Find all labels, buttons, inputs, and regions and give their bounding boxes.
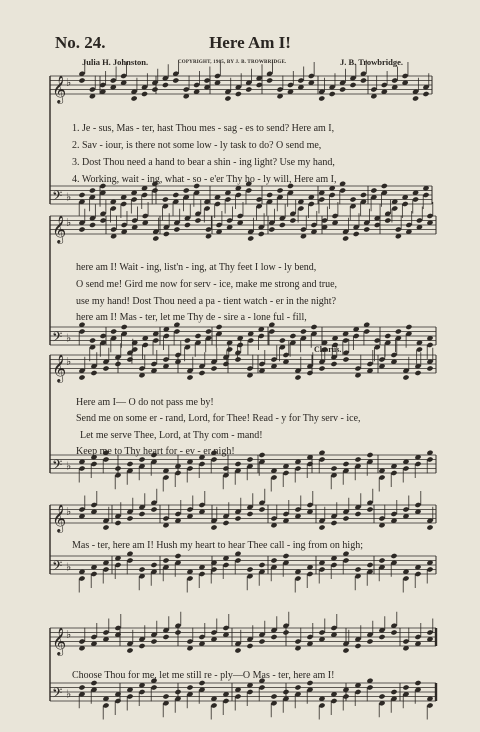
- note-head: [370, 187, 377, 193]
- note-head: [235, 91, 242, 97]
- lyric-line: Choose Thou for me, let me still re - ply—O Mas - ter, here am I!: [72, 670, 335, 681]
- bass-clef: 𝄢: [52, 188, 63, 207]
- note-head: [126, 461, 133, 467]
- flat-sign: ♭: [66, 687, 72, 701]
- note-head: [289, 333, 296, 339]
- note-head: [266, 192, 273, 198]
- note-head: [342, 356, 349, 362]
- note-head: [282, 629, 289, 635]
- note-head: [186, 374, 193, 380]
- note-head: [138, 643, 145, 649]
- treble-clef: 𝄞: [52, 627, 67, 655]
- note-head: [279, 337, 286, 343]
- lyric-line: use my hand! Dost Thou need a pa - tient watch - er in the night?: [76, 296, 337, 307]
- flat-sign: ♭: [66, 75, 72, 89]
- note-head: [354, 456, 361, 462]
- note-head: [339, 86, 346, 92]
- note-head: [310, 324, 317, 330]
- note-head: [306, 370, 313, 376]
- note-head: [89, 337, 96, 343]
- note-head: [222, 465, 229, 471]
- note-head: [89, 187, 96, 193]
- note-head: [183, 187, 190, 193]
- bass-clef: 𝄢: [52, 558, 63, 577]
- note-head: [138, 456, 145, 462]
- note-head: [174, 689, 181, 695]
- note-head: [342, 647, 349, 653]
- note-head: [246, 566, 253, 572]
- note-head: [342, 515, 349, 521]
- note-head: [349, 196, 356, 202]
- note-head: [162, 82, 169, 88]
- note-head: [363, 226, 370, 232]
- note-head: [366, 506, 373, 512]
- note-head: [174, 553, 181, 559]
- note-head: [426, 524, 433, 530]
- note-head: [198, 370, 205, 376]
- flat-sign: ♭: [66, 215, 72, 229]
- note-head: [152, 235, 159, 241]
- lyric-line: 3. Dost Thou need a hand to bear a shin - ing light? Use my hand,: [72, 157, 335, 168]
- note-head: [138, 566, 145, 572]
- note-head: [216, 324, 223, 330]
- note-head: [258, 231, 265, 237]
- note-head: [354, 643, 361, 649]
- note-head: [114, 520, 121, 526]
- flat-sign: ♭: [66, 627, 72, 641]
- note-head: [414, 680, 421, 686]
- note-head: [205, 328, 212, 334]
- note-head: [294, 684, 301, 690]
- note-head: [222, 361, 229, 367]
- chorus-label: Chorus.: [314, 345, 342, 354]
- note-head: [426, 365, 433, 371]
- note-head: [354, 511, 361, 517]
- note-head: [330, 520, 337, 526]
- note-head: [384, 333, 391, 339]
- note-head: [234, 647, 241, 653]
- treble-clef: 𝄞: [52, 354, 67, 382]
- note-head: [366, 452, 373, 458]
- lyric-line: here am I! Mas - ter, let me Thy de - sire a - lone ful - fill,: [76, 312, 307, 323]
- bass-clef: 𝄢: [52, 685, 63, 704]
- note-head: [378, 557, 385, 563]
- note-head: [266, 77, 273, 83]
- note-head: [150, 562, 157, 568]
- note-head: [246, 643, 253, 649]
- note-head: [234, 356, 241, 362]
- note-head: [378, 693, 385, 699]
- lyric-line: 2. Sav - iour, is there not some low - ly task to do? O send me,: [72, 140, 322, 151]
- note-head: [102, 524, 109, 530]
- note-head: [78, 77, 85, 83]
- author-credit: Julia H. Johnston.: [82, 57, 149, 67]
- note-head: [318, 365, 325, 371]
- note-head: [412, 95, 419, 101]
- flat-sign: ♭: [66, 504, 72, 518]
- lyric-line: O send me! Gird me now for serv - ice, make me strong and true,: [76, 279, 338, 290]
- composer-credit: J. B. Trowbridge.: [340, 57, 404, 67]
- note-head: [162, 196, 169, 202]
- note-head: [210, 524, 217, 530]
- lyric-line: Let me serve Thee, Lord, at Thy com - mand!: [80, 430, 263, 441]
- note-head: [390, 553, 397, 559]
- note-head: [270, 634, 277, 640]
- note-head: [378, 634, 385, 640]
- note-head: [131, 95, 138, 101]
- note-head: [384, 217, 391, 223]
- note-head: [353, 231, 360, 237]
- note-head: [258, 638, 265, 644]
- note-head: [114, 465, 121, 471]
- note-head: [210, 365, 217, 371]
- note-head: [395, 328, 402, 334]
- note-head: [270, 557, 277, 563]
- note-head: [162, 557, 169, 563]
- note-head: [141, 91, 148, 97]
- note-head: [173, 226, 180, 232]
- note-head: [234, 515, 241, 521]
- note-head: [194, 217, 201, 223]
- note-head: [289, 217, 296, 223]
- note-head: [78, 192, 85, 198]
- lyric-line: Mas - ter, here am I! Hush my heart to hear Thee call - ing from on high;: [72, 540, 363, 551]
- note-head: [268, 226, 275, 232]
- note-head: [276, 187, 283, 193]
- note-head: [150, 638, 157, 644]
- note-head: [172, 77, 179, 83]
- note-head: [78, 374, 85, 380]
- note-head: [402, 684, 409, 690]
- treble-clef: 𝄞: [52, 504, 67, 532]
- note-head: [282, 553, 289, 559]
- note-head: [405, 324, 412, 330]
- note-head: [247, 235, 254, 241]
- note-head: [330, 465, 337, 471]
- note-head: [114, 361, 121, 367]
- note-head: [258, 452, 265, 458]
- note-head: [300, 328, 307, 334]
- note-head: [222, 520, 229, 526]
- flat-sign: ♭: [66, 354, 72, 368]
- note-head: [258, 562, 265, 568]
- note-head: [402, 374, 409, 380]
- note-head: [89, 222, 96, 228]
- hymn-number: No. 24.: [55, 33, 106, 52]
- note-head: [381, 183, 388, 189]
- note-head: [172, 192, 179, 198]
- lyric-line: here am I! Wait - ing, list'n - ing, at Thy feet I low - ly bend,: [76, 262, 317, 273]
- note-head: [245, 86, 252, 92]
- note-head: [78, 226, 85, 232]
- bass-clef: 𝄢: [52, 457, 63, 476]
- lyric-line: 1. Je - sus, Mas - ter, hast Thou mes - sag - es to send? Here am I,: [72, 123, 335, 134]
- note-head: [330, 361, 337, 367]
- lyric-line: Here am I— O do not pass me by!: [76, 397, 214, 408]
- note-head: [246, 511, 253, 517]
- note-head: [422, 91, 429, 97]
- note-head: [110, 328, 117, 334]
- note-head: [354, 566, 361, 572]
- note-head: [258, 506, 265, 512]
- flat-sign: ♭: [66, 190, 72, 204]
- note-head: [138, 511, 145, 517]
- note-head: [126, 647, 133, 653]
- note-head: [186, 684, 193, 690]
- note-head: [390, 689, 397, 695]
- note-head: [184, 222, 191, 228]
- note-head: [390, 629, 397, 635]
- note-head: [318, 95, 325, 101]
- treble-clef: 𝄞: [52, 215, 67, 243]
- note-head: [163, 231, 170, 237]
- note-head: [121, 324, 128, 330]
- lyric-line: Keep me to Thy heart for - ev - er nigh!: [76, 446, 235, 457]
- note-head: [174, 629, 181, 635]
- note-head: [279, 222, 286, 228]
- flat-sign: ♭: [66, 459, 72, 473]
- note-head: [360, 192, 367, 198]
- note-head: [342, 461, 349, 467]
- note-head: [126, 515, 133, 521]
- flat-sign: ♭: [66, 331, 72, 345]
- note-head: [349, 82, 356, 88]
- note-head: [162, 693, 169, 699]
- lyric-line: 4. Working, wait - ing, what - so - e'er Thy ho - ly will, Here am I,: [72, 174, 337, 185]
- note-head: [162, 634, 169, 640]
- note-head: [246, 456, 253, 462]
- note-head: [150, 506, 157, 512]
- note-head: [234, 461, 241, 467]
- note-head: [282, 689, 289, 695]
- note-head: [318, 524, 325, 530]
- note-head: [366, 562, 373, 568]
- note-head: [414, 370, 421, 376]
- note-head: [184, 337, 191, 343]
- note-head: [102, 365, 109, 371]
- note-head: [151, 86, 158, 92]
- note-head: [329, 91, 336, 97]
- hymn-title: Here Am I!: [209, 33, 291, 52]
- note-head: [90, 370, 97, 376]
- note-head: [78, 684, 85, 690]
- lyric-line: Send me on some er - rand, Lord, for Thee! Read - y for Thy serv - ice,: [76, 413, 361, 424]
- note-head: [366, 638, 373, 644]
- note-head: [342, 235, 349, 241]
- note-head: [224, 95, 231, 101]
- bass-clef: 𝄢: [52, 329, 63, 348]
- note-head: [270, 693, 277, 699]
- flat-sign: ♭: [66, 560, 72, 574]
- copyright-notice: COPYRIGHT, 1905, BY J. B. TROWBRIDGE.: [178, 60, 287, 65]
- note-head: [294, 374, 301, 380]
- note-head: [360, 77, 367, 83]
- treble-clef: 𝄞: [52, 75, 67, 103]
- note-head: [194, 333, 201, 339]
- note-head: [126, 356, 133, 362]
